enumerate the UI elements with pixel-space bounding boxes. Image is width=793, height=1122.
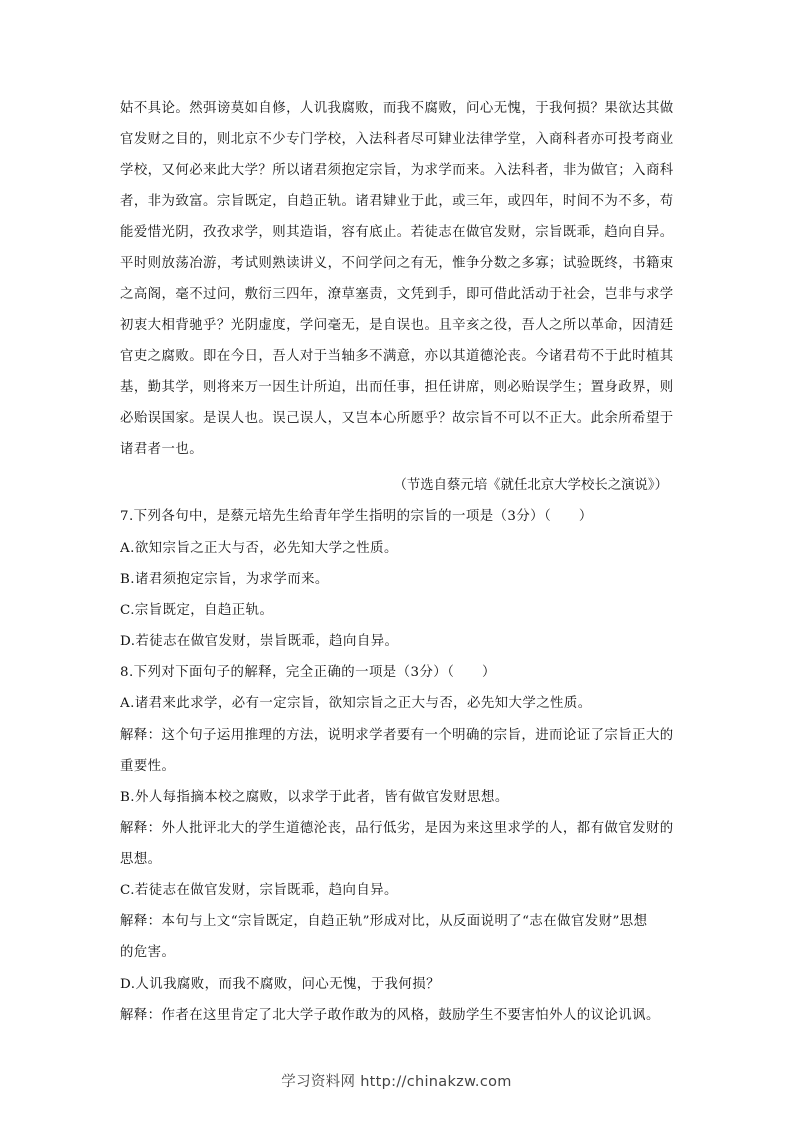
passage-line: 必贻误国家。是误人也。误己误人，又岂本心所愿乎？故宗旨不可以不正大。此余所希望于 [120,411,674,426]
passage-line: 学校，又何必来此大学？所以诸君须抱定宗旨，为求学而来。入法科者，非为做官；入商科 [120,163,674,178]
passage-line: 诸君者一也。 [120,442,204,457]
passage-line: 姑不具论。然弭谤莫如自修，人讥我腐败，而我不腐败，问心无愧，于我何损？果欲达其做 [120,101,674,116]
question-8-option-d: D.人讥我腐败，而我不腐败，问心无愧，于我何损？ [120,977,440,992]
question-8-option-c: C.若徒志在做官发财，宗旨既乖，趋向自异。 [120,883,398,898]
question-8-explanation: 思想。 [120,852,162,867]
question-8-explanation: 解释：作者在这里肯定了北大学子敢作敢为的风格，鼓励学生不要害怕外人的议论讥讽。 [120,1008,660,1023]
question-8-explanation: 解释：这个句子运用推理的方法，说明求学者要有一个明确的宗旨，进而论证了宗旨正大的 [120,728,674,743]
passage-line: 官发财之目的，则北京不少专门学校，入法科者尽可肄业法律学堂，入商科者亦可投考商业 [120,132,674,147]
question-8-option-b: B.外人每指摘本校之腐败，以求学于此者，皆有做官发财思想。 [120,790,509,805]
question-8-explanation: 解释：本句与上文“宗旨既定，自趋正轨”形成对比，从反面说明了“志在做官发财”思想 [120,914,648,929]
footer-watermark: 学习资料网 http://chinakzw.com [281,1074,512,1090]
passage-line: 能爱惜光阴，孜孜求学，则其造诣，容有底止。若徒志在做官发财，宗旨既乖，趋向自异。 [120,225,674,240]
question-8-explanation: 解释：外人批评北大的学生道德沦丧，品行低劣，是因为来这里求学的人，都有做官发财的 [120,821,674,836]
passage-line: 初衷大相背驰乎？光阴虚度，学问毫无，是自误也。且辛亥之役，吾人之所以革命，因清廷 [120,318,674,333]
question-8-explanation: 重要性。 [120,759,176,774]
question-7-option-c: C.宗旨既定，自趋正轨。 [120,603,274,618]
passage-line: 官吏之腐败。即在今日，吾人对于当轴多不满意，亦以其道德沦丧。今诸君苟不于此时植其 [120,349,674,364]
passage-source: （节选自蔡元培《就任北京大学校长之演说》） [393,478,668,493]
passage-line: 者，非为致富。宗旨既定，自趋正轨。诸君肄业于此，或三年，或四年，时间不为不多，苟 [120,194,674,209]
passage-line: 之高阁，毫不过问，敷衍三四年，潦草塞责，文凭到手，即可借此活动于社会，岂非与求学 [120,287,674,302]
question-8-stem: 8.下列对下面句子的解释，完全正确的一项是（3分）（ ） [120,665,496,680]
question-8-explanation: 的危害。 [120,945,176,960]
question-7-option-a: A.欲知宗旨之正大与否，必先知大学之性质。 [120,541,398,556]
question-7-option-d: D.若徒志在做官发财，崇旨既乖，趋向自异。 [120,634,399,649]
question-8-option-a: A.诸君来此求学，必有一定宗旨，欲知宗旨之正大与否，必先知大学之性质。 [120,696,592,711]
passage-line: 基，勤其学，则将来万一因生计所迫，出而任事，担任讲席，则必贻误学生；置身政界，则 [120,380,674,395]
question-7-stem: 7.下列各句中，是蔡元培先生给青年学生指明的宗旨的一项是（3分）（ ） [120,509,593,524]
question-7-option-b: B.诸君须抱定宗旨，为求学而来。 [120,572,329,587]
passage-line: 平时则放荡冶游，考试则熟读讲义，不问学问之有无，惟争分数之多寡；试验既终，书籍束 [120,256,674,271]
